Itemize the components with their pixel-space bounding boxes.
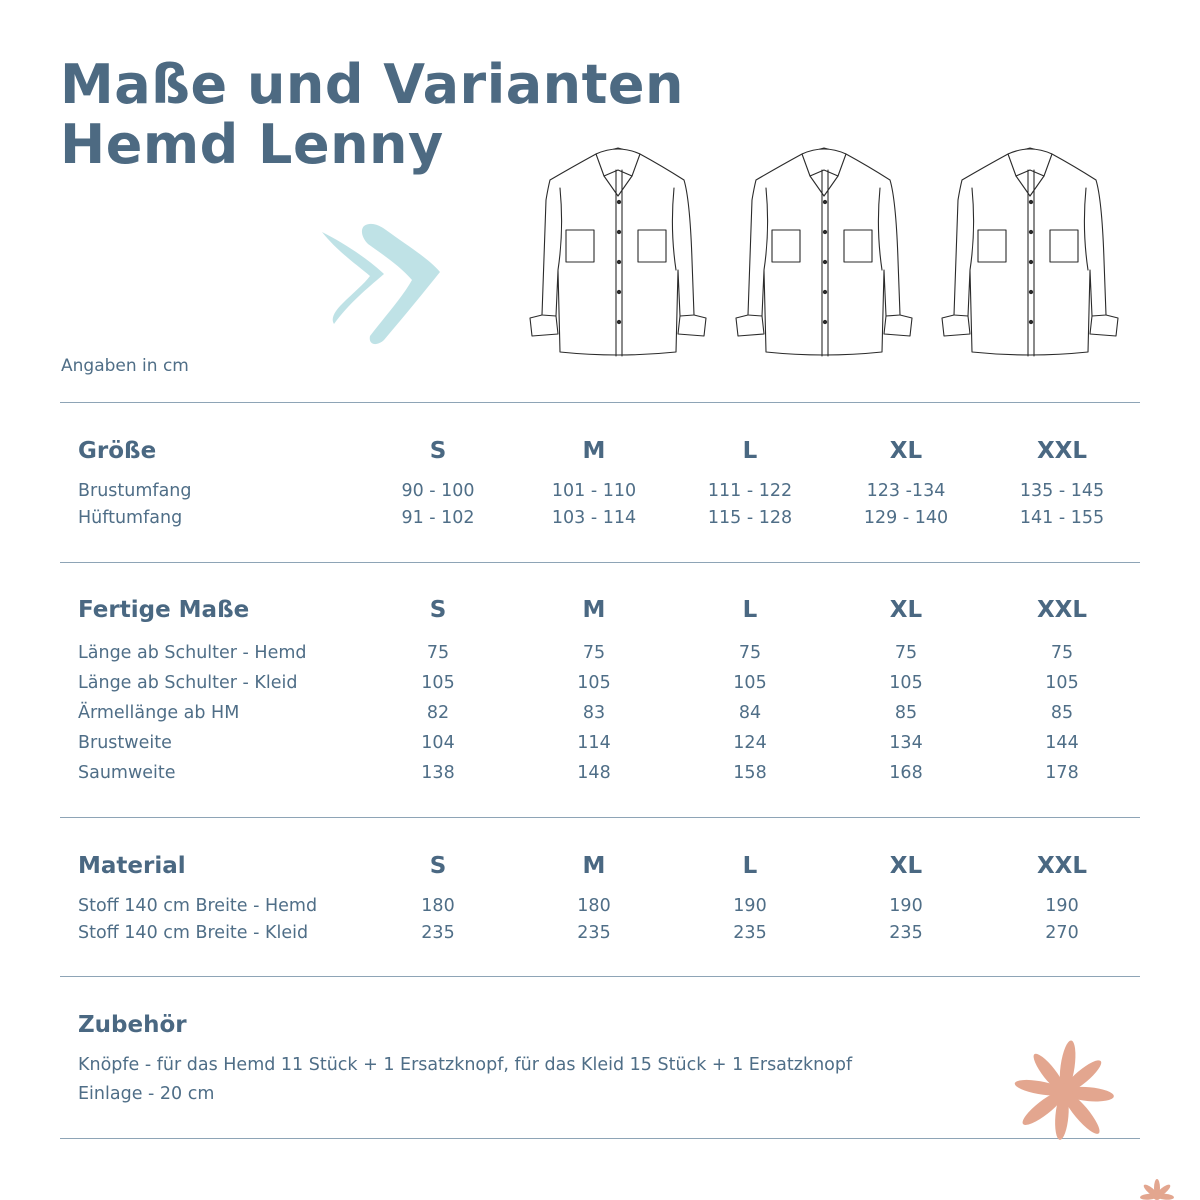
size-header: XXL xyxy=(1036,853,1088,879)
flower-icon xyxy=(1134,1176,1180,1200)
size-header: XL xyxy=(889,597,923,623)
accessory-line: Knöpfe - für das Hemd 11 Stück + 1 Ersatzknopf, für das Kleid 15 Stück + 1 Ersatzknopf xyxy=(78,1055,853,1075)
section-header xyxy=(78,592,1140,628)
section-header xyxy=(78,848,1140,884)
cell-value: 115 - 128 xyxy=(707,508,793,528)
cell-value: 103 - 114 xyxy=(551,508,637,528)
cell-value: 235 xyxy=(421,923,455,943)
accessory-line: Einlage - 20 cm xyxy=(78,1084,215,1104)
size-header: S xyxy=(429,853,447,879)
flower-icon xyxy=(1012,1036,1116,1148)
cell-value: 190 xyxy=(889,896,923,916)
section-zubehoer xyxy=(78,1007,1140,1109)
cell-value: 134 xyxy=(889,733,923,753)
cell-value: 101 - 110 xyxy=(551,481,637,501)
size-header: M xyxy=(582,438,606,464)
cell-value: 124 xyxy=(733,733,767,753)
cell-value: 75 xyxy=(738,643,762,663)
section-groesse xyxy=(78,433,1140,532)
table-row xyxy=(78,478,1140,505)
cell-value: 105 xyxy=(889,673,923,693)
section-heading: Fertige Maße xyxy=(78,597,250,623)
section-heading: Größe xyxy=(78,438,157,464)
cell-value: 75 xyxy=(582,643,606,663)
size-header: S xyxy=(429,438,447,464)
cell-value: 144 xyxy=(1045,733,1079,753)
row-label: Ärmellänge ab HM xyxy=(78,703,240,723)
size-header: M xyxy=(582,597,606,623)
size-header: L xyxy=(742,853,758,879)
cell-value: 190 xyxy=(733,896,767,916)
divider xyxy=(60,562,1140,563)
row-label: Stoff 140 cm Breite - Kleid xyxy=(78,923,309,943)
cell-value: 91 - 102 xyxy=(401,508,475,528)
section-heading: Material xyxy=(78,853,186,879)
table-row xyxy=(78,698,1140,728)
cell-value: 105 xyxy=(733,673,767,693)
row-label: Saumweite xyxy=(78,763,176,783)
cell-value: 111 - 122 xyxy=(707,481,793,501)
row-label: Länge ab Schulter - Kleid xyxy=(78,673,298,693)
cell-value: 138 xyxy=(421,763,455,783)
cell-value: 105 xyxy=(577,673,611,693)
size-header: XXL xyxy=(1036,438,1088,464)
cell-value: 180 xyxy=(577,896,611,916)
table-row xyxy=(78,505,1140,532)
chevron-right-double-icon xyxy=(312,214,452,352)
cell-value: 90 - 100 xyxy=(401,481,475,501)
cell-value: 235 xyxy=(733,923,767,943)
row-label: Stoff 140 cm Breite - Hemd xyxy=(78,896,318,916)
divider xyxy=(60,402,1140,403)
cell-value: 178 xyxy=(1045,763,1079,783)
size-header: XL xyxy=(889,853,923,879)
cell-value: 148 xyxy=(577,763,611,783)
cell-value: 84 xyxy=(738,703,762,723)
section-heading: Zubehör xyxy=(78,1012,187,1038)
divider xyxy=(60,976,1140,977)
section-material xyxy=(78,848,1140,947)
cell-value: 114 xyxy=(577,733,611,753)
table-row xyxy=(78,758,1140,788)
row-label: Brustumfang xyxy=(78,481,192,501)
cell-value: 75 xyxy=(426,643,450,663)
row-label: Länge ab Schulter - Hemd xyxy=(78,643,307,663)
table-row xyxy=(78,728,1140,758)
size-header: L xyxy=(742,438,758,464)
row-label: Brustweite xyxy=(78,733,172,753)
cell-value: 75 xyxy=(894,643,918,663)
page-title-line-2: Hemd Lenny xyxy=(60,113,444,176)
row-label: Hüftumfang xyxy=(78,508,183,528)
size-header: M xyxy=(582,853,606,879)
section-fertige-masse xyxy=(78,592,1140,788)
divider xyxy=(60,817,1140,818)
section-header xyxy=(78,1007,1140,1043)
cell-value: 75 xyxy=(1050,643,1074,663)
cell-value: 158 xyxy=(733,763,767,783)
page-title-line-1: Maße und Varianten xyxy=(60,53,684,116)
size-header: L xyxy=(742,597,758,623)
size-header: XL xyxy=(889,438,923,464)
cell-value: 104 xyxy=(421,733,455,753)
size-header: XXL xyxy=(1036,597,1088,623)
cell-value: 85 xyxy=(894,703,918,723)
divider xyxy=(60,1138,1140,1139)
cell-value: 270 xyxy=(1045,923,1079,943)
table-row xyxy=(78,638,1140,668)
cell-value: 135 - 145 xyxy=(1019,481,1105,501)
section-header xyxy=(78,433,1140,469)
cell-value: 83 xyxy=(582,703,606,723)
cell-value: 105 xyxy=(421,673,455,693)
cell-value: 235 xyxy=(577,923,611,943)
cell-value: 190 xyxy=(1045,896,1079,916)
shirt-illustrations xyxy=(524,140,1124,365)
size-header: S xyxy=(429,597,447,623)
table-row xyxy=(78,920,1140,947)
unit-note: Angaben in cm xyxy=(61,356,189,376)
table-row xyxy=(78,893,1140,920)
cell-value: 168 xyxy=(889,763,923,783)
cell-value: 129 - 140 xyxy=(863,508,949,528)
cell-value: 105 xyxy=(1045,673,1079,693)
cell-value: 85 xyxy=(1050,703,1074,723)
cell-value: 180 xyxy=(421,896,455,916)
cell-value: 82 xyxy=(426,703,450,723)
cell-value: 235 xyxy=(889,923,923,943)
table-row xyxy=(78,668,1140,698)
cell-value: 123 -134 xyxy=(866,481,946,501)
cell-value: 141 - 155 xyxy=(1019,508,1105,528)
